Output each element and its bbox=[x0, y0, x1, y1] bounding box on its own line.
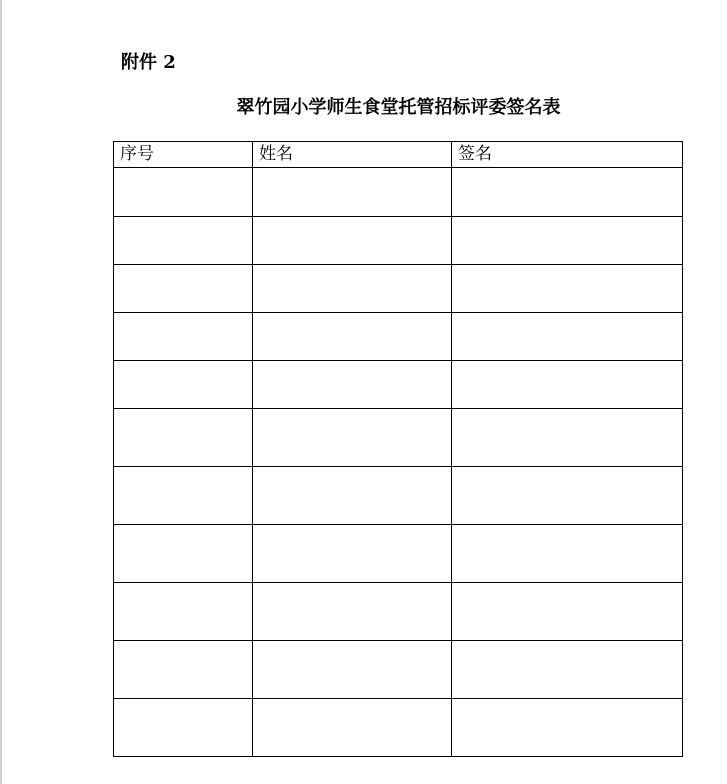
name-cell[interactable] bbox=[253, 583, 452, 641]
signature-cell[interactable] bbox=[452, 409, 683, 467]
table-row bbox=[114, 641, 683, 699]
table-row bbox=[114, 467, 683, 525]
signature-cell[interactable] bbox=[452, 361, 683, 409]
signature-cell[interactable] bbox=[452, 467, 683, 525]
signature-cell[interactable] bbox=[452, 525, 683, 583]
name-cell[interactable] bbox=[253, 525, 452, 583]
serial-cell[interactable] bbox=[114, 168, 253, 217]
signature-cell[interactable] bbox=[452, 583, 683, 641]
name-cell[interactable] bbox=[253, 313, 452, 361]
header-serial-number: 序号 bbox=[114, 142, 253, 168]
document-title: 翠竹园小学师生食堂托管招标评委签名表 bbox=[236, 97, 561, 118]
attachment-label: 附件 2 bbox=[121, 52, 176, 73]
serial-cell[interactable] bbox=[114, 525, 253, 583]
serial-cell[interactable] bbox=[114, 265, 253, 313]
name-cell[interactable] bbox=[253, 168, 452, 217]
signature-cell[interactable] bbox=[452, 168, 683, 217]
name-cell[interactable] bbox=[253, 361, 452, 409]
name-cell[interactable] bbox=[253, 265, 452, 313]
signature-cell[interactable] bbox=[452, 641, 683, 699]
header-signature: 签名 bbox=[452, 142, 683, 168]
serial-cell[interactable] bbox=[114, 409, 253, 467]
serial-cell[interactable] bbox=[114, 583, 253, 641]
table-row bbox=[114, 217, 683, 265]
signature-cell[interactable] bbox=[452, 699, 683, 757]
serial-cell[interactable] bbox=[114, 313, 253, 361]
serial-cell[interactable] bbox=[114, 217, 253, 265]
table-row bbox=[114, 168, 683, 217]
table-row bbox=[114, 409, 683, 467]
signature-cell[interactable] bbox=[452, 217, 683, 265]
signature-table bbox=[113, 141, 683, 757]
table-row bbox=[114, 583, 683, 641]
name-cell[interactable] bbox=[253, 217, 452, 265]
table-row bbox=[114, 313, 683, 361]
serial-cell[interactable] bbox=[114, 361, 253, 409]
name-cell[interactable] bbox=[253, 699, 452, 757]
serial-cell[interactable] bbox=[114, 467, 253, 525]
signature-cell[interactable] bbox=[452, 265, 683, 313]
table-row bbox=[114, 265, 683, 313]
name-cell[interactable] bbox=[253, 409, 452, 467]
serial-cell[interactable] bbox=[114, 699, 253, 757]
header-name: 姓名 bbox=[253, 142, 452, 168]
table-header-row bbox=[114, 142, 683, 168]
table-row bbox=[114, 699, 683, 757]
name-cell[interactable] bbox=[253, 641, 452, 699]
serial-cell[interactable] bbox=[114, 641, 253, 699]
signature-cell[interactable] bbox=[452, 313, 683, 361]
name-cell[interactable] bbox=[253, 467, 452, 525]
table-row bbox=[114, 361, 683, 409]
table-row bbox=[114, 525, 683, 583]
